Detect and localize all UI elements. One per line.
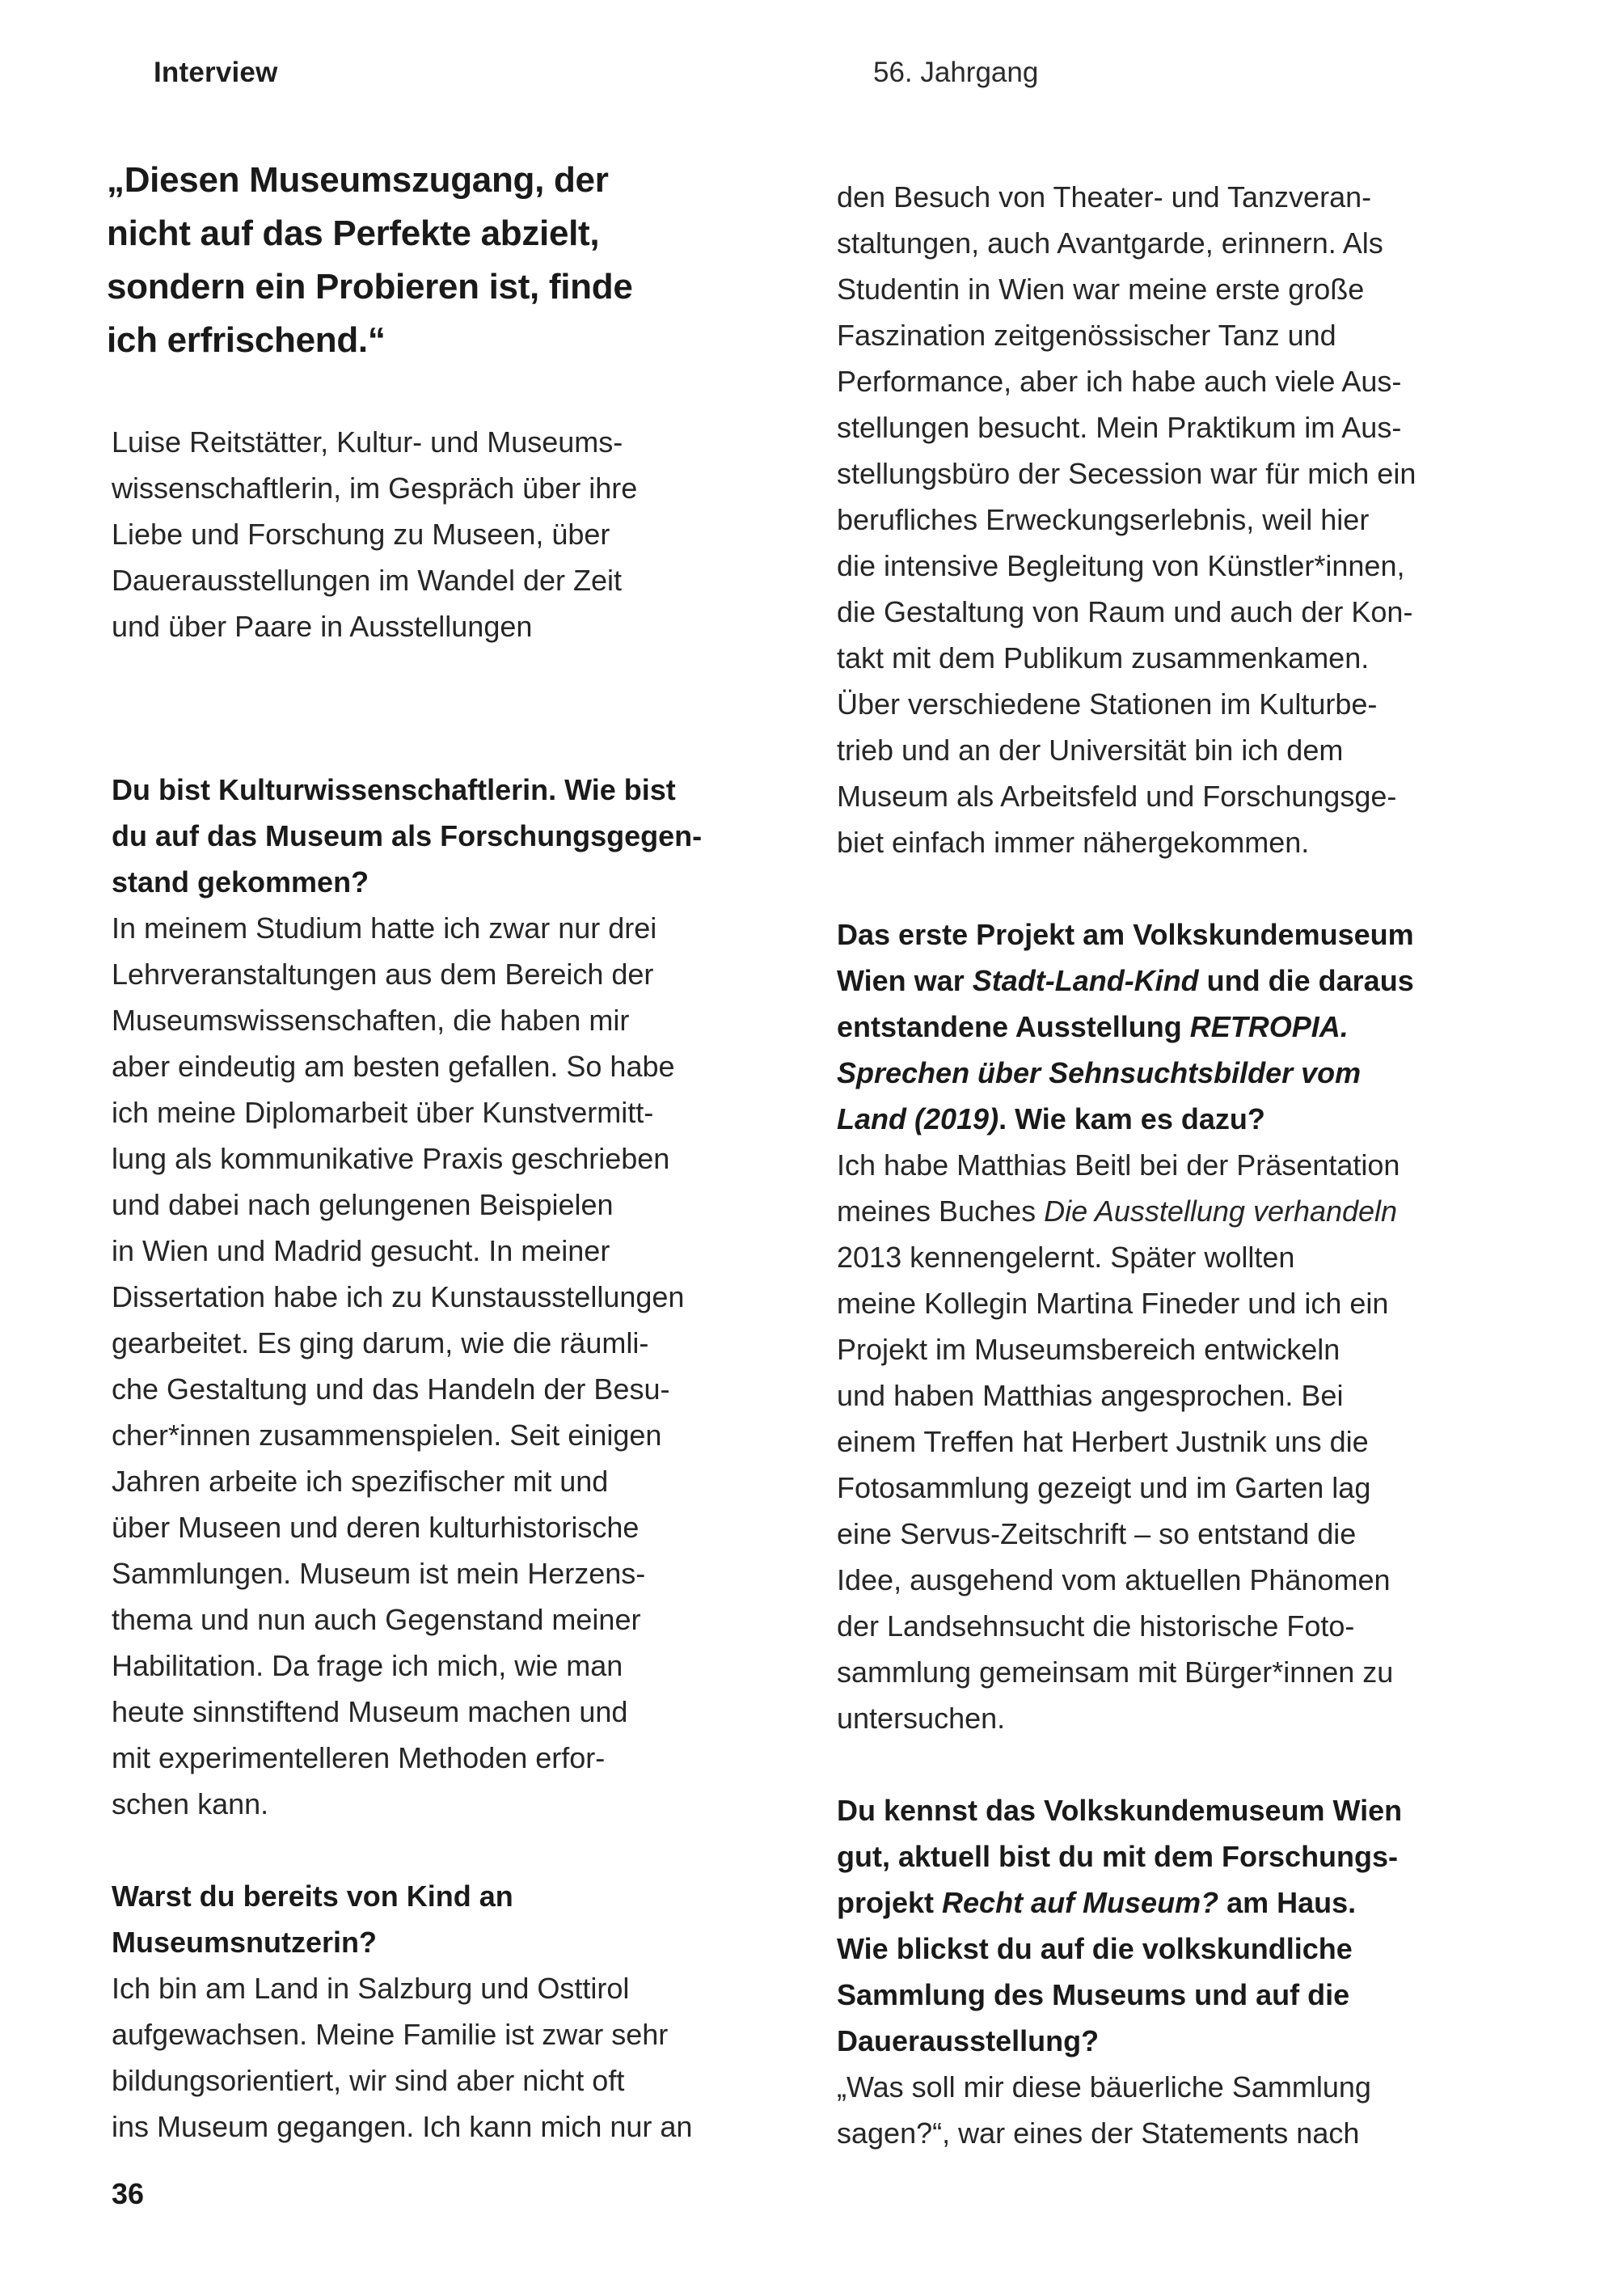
text-line: stand gekommen?: [112, 865, 369, 899]
text-line: Warst du bereits von Kind an: [112, 1880, 513, 1913]
text-line: eine Servus-Zeitschrift – so entstand die: [837, 1517, 1357, 1550]
text-line: Du kennst das Volkskundemuseum Wien: [837, 1794, 1403, 1827]
running-head-issue: 56. Jahrgang: [873, 57, 1039, 88]
text-line: sagen?“, war eines der Statements nach: [837, 2116, 1360, 2150]
text-line: takt mit dem Publikum zusammenkamen.: [837, 641, 1370, 674]
text-line: und dabei nach gelungenen Beispielen: [112, 1188, 614, 1221]
text-line: Über verschiedene Stationen im Kulturbe-: [837, 687, 1378, 721]
text-line: Das erste Projekt am Volkskundemuseum: [837, 918, 1414, 951]
text-line: Liebe und Forschung zu Museen, über: [112, 518, 610, 551]
text-line: einem Treffen hat Herbert Justnik uns die: [837, 1425, 1369, 1458]
question-2: [112, 1873, 784, 1965]
page-number: 36: [112, 2177, 145, 2210]
left-column: [107, 0, 784, 2150]
text-line: aber eindeutig am besten gefallen. So habe: [112, 1050, 675, 1083]
text-line: Ich bin am Land in Salzburg und Osttirol: [112, 1972, 630, 2005]
answer-3: [837, 1142, 1542, 1741]
text-line: thema und nun auch Gegenstand meiner: [112, 1603, 641, 1636]
text-line: meines Buches Die Ausstellung verhandeln: [837, 1195, 1398, 1228]
text-line: Projekt im Museumsbereich entwickeln: [837, 1333, 1340, 1366]
text-line: Faszination zeitgenössischer Tanz und: [837, 319, 1336, 352]
text-line: Idee, ausgehend vom aktuellen Phänomen: [837, 1563, 1391, 1596]
text-line: Sammlungen. Museum ist mein Herzens-: [112, 1557, 646, 1590]
text-line: die Gestaltung von Raum und auch der Kon-: [837, 595, 1413, 628]
answer-2: [112, 1965, 784, 2150]
italic-title: Recht auf Museum?: [942, 1886, 1219, 1919]
text-line: projekt Recht auf Museum? am Haus.: [837, 1886, 1357, 1919]
text-line: heute sinnstiftend Museum machen und: [112, 1695, 628, 1728]
text-line: gut, aktuell bist du mit dem Forschungs-: [837, 1840, 1399, 1873]
text-line: entstandene Ausstellung RETROPIA.: [837, 1010, 1349, 1043]
italic-title: Die Ausstellung verhandeln: [1044, 1195, 1398, 1228]
answer-4: [837, 2064, 1542, 2156]
question-4: [837, 1787, 1542, 2064]
text-line: Wien war Stadt-Land-Kind und die daraus: [837, 964, 1414, 997]
text-line: „Was soll mir diese bäuerliche Sammlung: [837, 2070, 1371, 2104]
text-line: bildungsorientiert, wir sind aber nicht oft: [112, 2064, 625, 2097]
text-line: stellungen besucht. Mein Praktikum im Aus-: [837, 411, 1402, 444]
text-line: Dauerausstellung?: [837, 2024, 1100, 2057]
italic-title: Stadt-Land-Kind: [972, 964, 1199, 997]
text-line: Museum als Arbeitsfeld und Forschungsge-: [837, 780, 1397, 813]
text-line: und über Paare in Ausstellungen: [112, 610, 533, 643]
text-line: nicht auf das Perfekte abzielt,: [107, 214, 600, 253]
text-line: und haben Matthias angesprochen. Bei: [837, 1379, 1344, 1412]
text-line: Jahren arbeite ich spezifischer mit und: [112, 1465, 609, 1498]
answer-1: [112, 905, 784, 1827]
text-line: Sammlung des Museums und auf die: [837, 1978, 1350, 2011]
text-line: Performance, aber ich habe auch viele Aus-: [837, 365, 1402, 398]
text-line: Land (2019). Wie kam es dazu?: [837, 1102, 1265, 1135]
text-line: die intensive Begleitung von Künstler*innen,: [837, 549, 1405, 582]
text-line: schen kann.: [112, 1787, 269, 1820]
text-line: Ich habe Matthias Beitl bei der Präsentation: [837, 1148, 1400, 1182]
text-line: gearbeitet. Es ging darum, wie die räumli-: [112, 1326, 649, 1359]
italic-title: RETROPIA.: [1189, 1010, 1349, 1043]
question-1: [112, 767, 784, 905]
text-line: wissenschaftlerin, im Gespräch über ihre: [112, 471, 638, 505]
intro-paragraph: [112, 419, 784, 649]
text-line: Lehrveranstaltungen aus dem Bereich der: [112, 958, 654, 991]
running-head-section: Interview: [154, 57, 278, 88]
text-line: [837, 1050, 1542, 1096]
text-line: sammlung gemeinsam mit Bürger*innen zu: [837, 1655, 1394, 1689]
text-line: berufliches Erweckungserlebnis, weil hier: [837, 503, 1370, 536]
text-line: der Landsehnsucht die historische Foto-: [837, 1609, 1355, 1643]
text-line: ich meine Diplomarbeit über Kunstvermitt-: [112, 1096, 654, 1129]
text-line: In meinem Studium hatte ich zwar nur drei: [112, 911, 657, 945]
text-line: biet einfach immer nähergekommen.: [837, 826, 1310, 859]
text-line: mit experimentelleren Methoden erfor-: [112, 1741, 606, 1774]
text-line: aufgewachsen. Meine Familie ist zwar sehr: [112, 2018, 669, 2051]
question-3: [837, 911, 1542, 1142]
text-line: untersuchen.: [837, 1702, 1006, 1735]
italic-title: Land (2019): [837, 1102, 999, 1135]
text-line: Fotosammlung gezeigt und im Garten lag: [837, 1471, 1371, 1504]
text-line: sondern ein Probieren ist, finde: [107, 267, 633, 307]
text-line: cher*innen zusammenspielen. Seit einigen: [112, 1419, 662, 1452]
text-line: meine Kollegin Martina Fineder und ich ein: [837, 1287, 1389, 1320]
text-line: Studentin in Wien war meine erste große: [837, 273, 1365, 306]
text-line: lung als kommunikative Praxis geschrieben: [112, 1142, 670, 1175]
pull-quote: [107, 154, 784, 367]
text-line: über Museen und deren kulturhistorische: [112, 1511, 640, 1544]
text-line: staltungen, auch Avantgarde, erinnern. Als: [837, 226, 1383, 260]
text-line: den Besuch von Theater- und Tanzveran-: [837, 180, 1372, 214]
text-line: Luise Reitstätter, Kultur- und Museums-: [112, 425, 623, 459]
text-line: du auf das Museum als Forschungsgegen-: [112, 819, 703, 852]
right-column: [837, 0, 1542, 2156]
text-line: Du bist Kulturwissenschaftlerin. Wie bist: [112, 773, 676, 806]
text-line: Wie blickst du auf die volkskundliche: [837, 1932, 1353, 1965]
text-line: in Wien und Madrid gesucht. In meiner: [112, 1234, 610, 1267]
text-line: stellungsbüro der Secession war für mich ein: [837, 457, 1416, 490]
answer-2-continued: [837, 174, 1542, 865]
text-line: Dauerausstellungen im Wandel der Zeit: [112, 564, 622, 597]
italic-title: Sprechen über Sehnsuchtsbilder vom: [837, 1056, 1362, 1089]
text-line: Museumswissenschaften, die haben mir: [112, 1004, 630, 1037]
text-line: trieb und an der Universität bin ich dem: [837, 734, 1344, 767]
text-line: Habilitation. Da frage ich mich, wie man: [112, 1649, 623, 1682]
text-line: 2013 kennengelernt. Später wollten: [837, 1241, 1295, 1274]
text-line: che Gestaltung und das Handeln der Besu-: [112, 1372, 670, 1406]
text-line: ich erfrischend.“: [107, 320, 386, 360]
text-line: ins Museum gegangen. Ich kann mich nur an: [112, 2110, 693, 2143]
text-line: Dissertation habe ich zu Kunstausstellungen: [112, 1280, 685, 1313]
text-line: „Diesen Museumszugang, der: [107, 160, 609, 200]
text-line: Museumsnutzerin?: [112, 1926, 378, 1959]
